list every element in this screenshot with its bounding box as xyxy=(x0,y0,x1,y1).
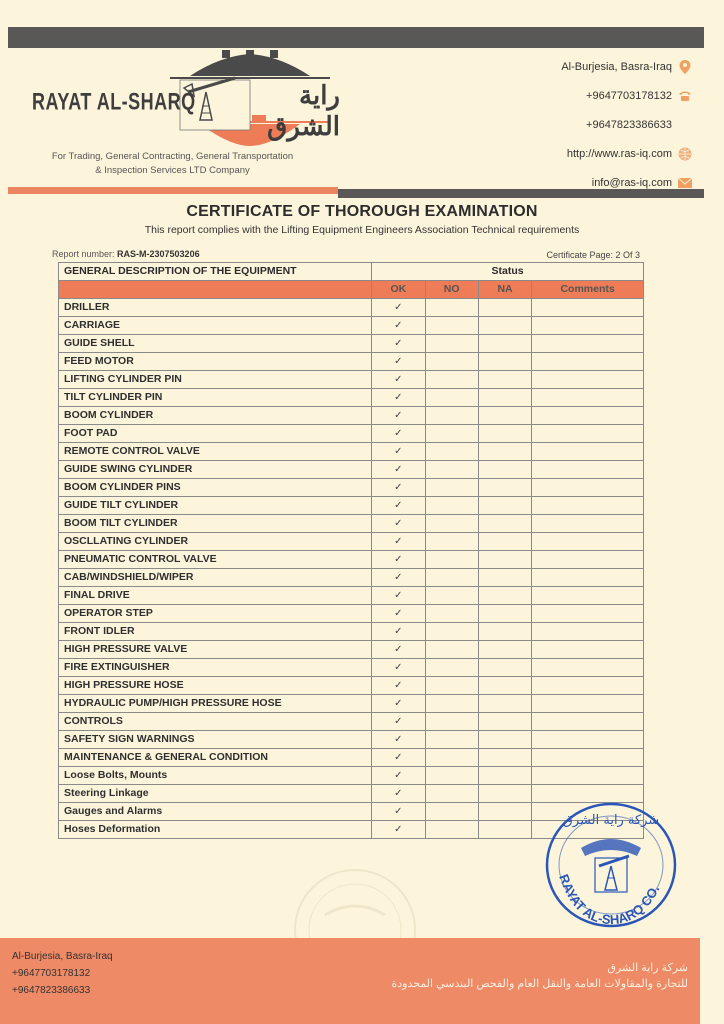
status-na-cell xyxy=(478,749,531,767)
footer-arabic-line1: شركة راية الشرق xyxy=(607,962,688,974)
equipment-item: HYDRAULIC PUMP/HIGH PRESSURE HOSE xyxy=(59,695,372,713)
status-ok-cell: ✓ xyxy=(372,497,425,515)
status-ok-cell: ✓ xyxy=(372,317,425,335)
status-na-cell xyxy=(478,425,531,443)
status-ok-cell: ✓ xyxy=(372,713,425,731)
status-ok-cell: ✓ xyxy=(372,623,425,641)
header-separator-dark xyxy=(338,189,704,198)
contact-address: Al-Burjesia, Basra-Iraq xyxy=(561,52,692,81)
equipment-item: Gauges and Alarms xyxy=(59,803,372,821)
status-na-cell xyxy=(478,731,531,749)
table-row xyxy=(59,335,644,353)
status-ok-cell: ✓ xyxy=(372,803,425,821)
comments-cell xyxy=(532,569,644,587)
status-ok-cell: ✓ xyxy=(372,389,425,407)
inspection-table xyxy=(58,262,644,839)
company-name-ar: راية الشرق xyxy=(267,80,340,141)
equipment-item: TILT CYLINDER PIN xyxy=(59,389,372,407)
table-row xyxy=(59,389,644,407)
table-row xyxy=(59,677,644,695)
status-no-cell xyxy=(425,767,478,785)
status-no-cell xyxy=(425,299,478,317)
comments-cell xyxy=(532,461,644,479)
equipment-item: GUIDE SHELL xyxy=(59,335,372,353)
contact-phone2: +9647823386633 xyxy=(586,118,672,131)
table-header-row xyxy=(59,263,644,281)
envelope-icon xyxy=(678,176,692,190)
footer-phone2: +9647823386633 xyxy=(12,985,91,996)
header-top-bar xyxy=(8,27,704,48)
equipment-item: FOOT PAD xyxy=(59,425,372,443)
status-na-cell xyxy=(478,317,531,335)
status-ok-cell: ✓ xyxy=(372,749,425,767)
status-na-cell xyxy=(478,461,531,479)
table-row xyxy=(59,749,644,767)
footer-arabic xyxy=(391,960,688,992)
status-no-cell xyxy=(425,713,478,731)
status-no-cell xyxy=(425,641,478,659)
status-no-cell xyxy=(425,551,478,569)
comments-cell xyxy=(532,443,644,461)
status-na-cell xyxy=(478,821,531,839)
company-name-en: RAYAT AL-SHARQ xyxy=(32,88,196,115)
status-na-cell xyxy=(478,587,531,605)
status-ok-cell: ✓ xyxy=(372,695,425,713)
table-row xyxy=(59,731,644,749)
status-na-cell xyxy=(478,515,531,533)
status-na-cell xyxy=(478,785,531,803)
comments-cell xyxy=(532,677,644,695)
status-ok-cell: ✓ xyxy=(372,785,425,803)
svg-text:RAYAT AL-SHARQ CO. xyxy=(556,872,662,927)
comments-cell xyxy=(532,407,644,425)
table-row xyxy=(59,695,644,713)
equipment-item: DRILLER xyxy=(59,299,372,317)
globe-icon xyxy=(678,147,692,161)
equipment-item: FEED MOTOR xyxy=(59,353,372,371)
status-ok-cell: ✓ xyxy=(372,533,425,551)
certificate-page: Certificate Page: 2 Of 3 xyxy=(546,250,640,260)
equipment-item: Hoses Deformation xyxy=(59,821,372,839)
company-tagline xyxy=(0,150,345,178)
status-no-cell xyxy=(425,443,478,461)
table-row xyxy=(59,659,644,677)
comments-cell xyxy=(532,299,644,317)
tagline-line2: & Inspection Services LTD Company xyxy=(95,165,250,176)
table-row xyxy=(59,623,644,641)
footer-bar xyxy=(0,938,700,1024)
status-no-cell xyxy=(425,623,478,641)
status-na-cell xyxy=(478,695,531,713)
status-ok-cell: ✓ xyxy=(372,335,425,353)
stamp-english-text: RAYAT AL-SHARQ CO. xyxy=(556,872,663,928)
status-ok-cell: ✓ xyxy=(372,659,425,677)
phone-icon xyxy=(678,89,692,103)
status-no-cell xyxy=(425,821,478,839)
status-na-cell xyxy=(478,623,531,641)
comments-cell xyxy=(532,533,644,551)
equipment-item: OPERATOR STEP xyxy=(59,605,372,623)
contact-block xyxy=(561,52,692,197)
comments-cell xyxy=(532,749,644,767)
equipment-item: CAB/WINDSHIELD/WIPER xyxy=(59,569,372,587)
comments-cell xyxy=(532,497,644,515)
status-na-cell xyxy=(478,533,531,551)
status-no-cell xyxy=(425,461,478,479)
comments-cell xyxy=(532,623,644,641)
subheader-blank xyxy=(59,281,372,299)
table-row xyxy=(59,515,644,533)
status-na-cell xyxy=(478,677,531,695)
status-ok-cell: ✓ xyxy=(372,587,425,605)
status-no-cell xyxy=(425,335,478,353)
comments-cell xyxy=(532,515,644,533)
status-na-cell xyxy=(478,605,531,623)
equipment-item: Loose Bolts, Mounts xyxy=(59,767,372,785)
equipment-item: BOOM CYLINDER PINS xyxy=(59,479,372,497)
status-ok-cell: ✓ xyxy=(372,821,425,839)
comments-cell xyxy=(532,317,644,335)
table-row xyxy=(59,353,644,371)
status-no-cell xyxy=(425,371,478,389)
equipment-item: MAINTENANCE & GENERAL CONDITION xyxy=(59,749,372,767)
status-no-cell xyxy=(425,749,478,767)
table-row xyxy=(59,569,644,587)
equipment-item: SAFETY SIGN WARNINGS xyxy=(59,731,372,749)
table-row xyxy=(59,551,644,569)
status-ok-cell: ✓ xyxy=(372,569,425,587)
status-na-cell xyxy=(478,371,531,389)
table-subheader-row xyxy=(59,281,644,299)
status-no-cell xyxy=(425,731,478,749)
col-ok: OK xyxy=(372,281,425,299)
status-no-cell xyxy=(425,533,478,551)
status-ok-cell: ✓ xyxy=(372,767,425,785)
equipment-item: FINAL DRIVE xyxy=(59,587,372,605)
report-number-label: Report number: xyxy=(52,249,118,259)
equipment-item: OSCLLATING CYLINDER xyxy=(59,533,372,551)
comments-cell xyxy=(532,335,644,353)
table-body xyxy=(59,299,644,839)
status-no-cell xyxy=(425,587,478,605)
table-row xyxy=(59,479,644,497)
status-ok-cell: ✓ xyxy=(372,551,425,569)
col-no: NO xyxy=(425,281,478,299)
table-row xyxy=(59,371,644,389)
equipment-item: FIRE EXTINGUISHER xyxy=(59,659,372,677)
comments-cell xyxy=(532,605,644,623)
contact-email[interactable]: info@ras-iq.com xyxy=(561,168,692,197)
comments-cell xyxy=(532,353,644,371)
status-na-cell xyxy=(478,353,531,371)
equipment-item: GUIDE SWING CYLINDER xyxy=(59,461,372,479)
comments-cell xyxy=(532,713,644,731)
status-no-cell xyxy=(425,389,478,407)
equipment-item: REMOTE CONTROL VALVE xyxy=(59,443,372,461)
equipment-item: CARRIAGE xyxy=(59,317,372,335)
status-na-cell xyxy=(478,443,531,461)
table-row xyxy=(59,461,644,479)
status-na-cell xyxy=(478,713,531,731)
footer-arabic-line2: للتجارة والمقاولات العامة والنقل العام والفحص البندسي المحدودة xyxy=(391,978,688,990)
status-no-cell xyxy=(425,515,478,533)
status-ok-cell: ✓ xyxy=(372,425,425,443)
col-comments: Comments xyxy=(532,281,644,299)
equipment-item: HIGH PRESSURE VALVE xyxy=(59,641,372,659)
comments-cell xyxy=(532,371,644,389)
status-no-cell xyxy=(425,479,478,497)
status-na-cell xyxy=(478,569,531,587)
comments-cell xyxy=(532,479,644,497)
comments-cell xyxy=(532,695,644,713)
table-row xyxy=(59,425,644,443)
equipment-item: CONTROLS xyxy=(59,713,372,731)
comments-cell xyxy=(532,551,644,569)
footer-address: Al-Burjesia, Basra-Iraq xyxy=(12,951,113,962)
stamp-arabic-text: شركة راية الشرق xyxy=(562,813,660,828)
status-no-cell xyxy=(425,407,478,425)
table-row xyxy=(59,713,644,731)
status-ok-cell: ✓ xyxy=(372,515,425,533)
status-na-cell xyxy=(478,551,531,569)
status-no-cell xyxy=(425,353,478,371)
status-na-cell xyxy=(478,641,531,659)
status-na-cell xyxy=(478,803,531,821)
company-logo xyxy=(20,50,340,150)
equipment-item: Steering Linkage xyxy=(59,785,372,803)
status-ok-cell: ✓ xyxy=(372,461,425,479)
status-na-cell xyxy=(478,659,531,677)
report-number xyxy=(52,249,200,259)
status-na-cell xyxy=(478,389,531,407)
tagline-line1: For Trading, General Contracting, General Transportation xyxy=(51,151,294,162)
contact-phone1: +9647703178132 xyxy=(561,81,692,110)
status-na-cell xyxy=(478,479,531,497)
status-no-cell xyxy=(425,803,478,821)
table-row xyxy=(59,407,644,425)
status-no-cell xyxy=(425,785,478,803)
table-row xyxy=(59,497,644,515)
status-ok-cell: ✓ xyxy=(372,443,425,461)
status-header: Status xyxy=(372,263,644,281)
status-no-cell xyxy=(425,605,478,623)
company-stamp-icon xyxy=(543,800,679,930)
comments-cell xyxy=(532,425,644,443)
table-row xyxy=(59,533,644,551)
footer-contact xyxy=(12,948,113,999)
status-no-cell xyxy=(425,695,478,713)
status-ok-cell: ✓ xyxy=(372,299,425,317)
comments-cell xyxy=(532,659,644,677)
status-no-cell xyxy=(425,569,478,587)
comments-cell xyxy=(532,389,644,407)
comments-cell xyxy=(532,731,644,749)
certificate-subtitle: This report complies with the Lifting Equipment Engineers Association Technical requirements xyxy=(144,224,580,236)
report-number-value: RAS-M-2307503206 xyxy=(117,249,200,259)
equipment-item: LIFTING CYLINDER PIN xyxy=(59,371,372,389)
description-header: GENERAL DESCRIPTION OF THE EQUIPMENT xyxy=(59,263,372,281)
status-ok-cell: ✓ xyxy=(372,407,425,425)
table-row xyxy=(59,317,644,335)
status-ok-cell: ✓ xyxy=(372,353,425,371)
header-separator-orange xyxy=(8,187,338,194)
contact-website[interactable]: http://www.ras-iq.com xyxy=(561,139,692,168)
status-no-cell xyxy=(425,659,478,677)
comments-cell xyxy=(532,641,644,659)
status-ok-cell: ✓ xyxy=(372,677,425,695)
table-row xyxy=(59,641,644,659)
certificate-title: CERTIFICATE OF THOROUGH EXAMINATION xyxy=(186,203,538,220)
status-no-cell xyxy=(425,497,478,515)
table-row xyxy=(59,443,644,461)
table-row xyxy=(59,767,644,785)
status-na-cell xyxy=(478,407,531,425)
status-no-cell xyxy=(425,425,478,443)
comments-cell xyxy=(532,767,644,785)
equipment-item: PNEUMATIC CONTROL VALVE xyxy=(59,551,372,569)
table-row xyxy=(59,299,644,317)
equipment-item: FRONT IDLER xyxy=(59,623,372,641)
status-no-cell xyxy=(425,317,478,335)
status-ok-cell: ✓ xyxy=(372,479,425,497)
status-na-cell xyxy=(478,767,531,785)
equipment-item: BOOM CYLINDER xyxy=(59,407,372,425)
footer-phone1: +9647703178132 xyxy=(12,968,91,979)
status-na-cell xyxy=(478,497,531,515)
equipment-item: BOOM TILT CYLINDER xyxy=(59,515,372,533)
status-ok-cell: ✓ xyxy=(372,371,425,389)
equipment-item: HIGH PRESSURE HOSE xyxy=(59,677,372,695)
location-pin-icon xyxy=(678,60,692,74)
status-ok-cell: ✓ xyxy=(372,731,425,749)
table-row xyxy=(59,605,644,623)
equipment-item: GUIDE TILT CYLINDER xyxy=(59,497,372,515)
status-na-cell xyxy=(478,335,531,353)
col-na: NA xyxy=(478,281,531,299)
comments-cell xyxy=(532,587,644,605)
table-row xyxy=(59,587,644,605)
status-no-cell xyxy=(425,677,478,695)
status-na-cell xyxy=(478,299,531,317)
status-ok-cell: ✓ xyxy=(372,641,425,659)
status-ok-cell: ✓ xyxy=(372,605,425,623)
